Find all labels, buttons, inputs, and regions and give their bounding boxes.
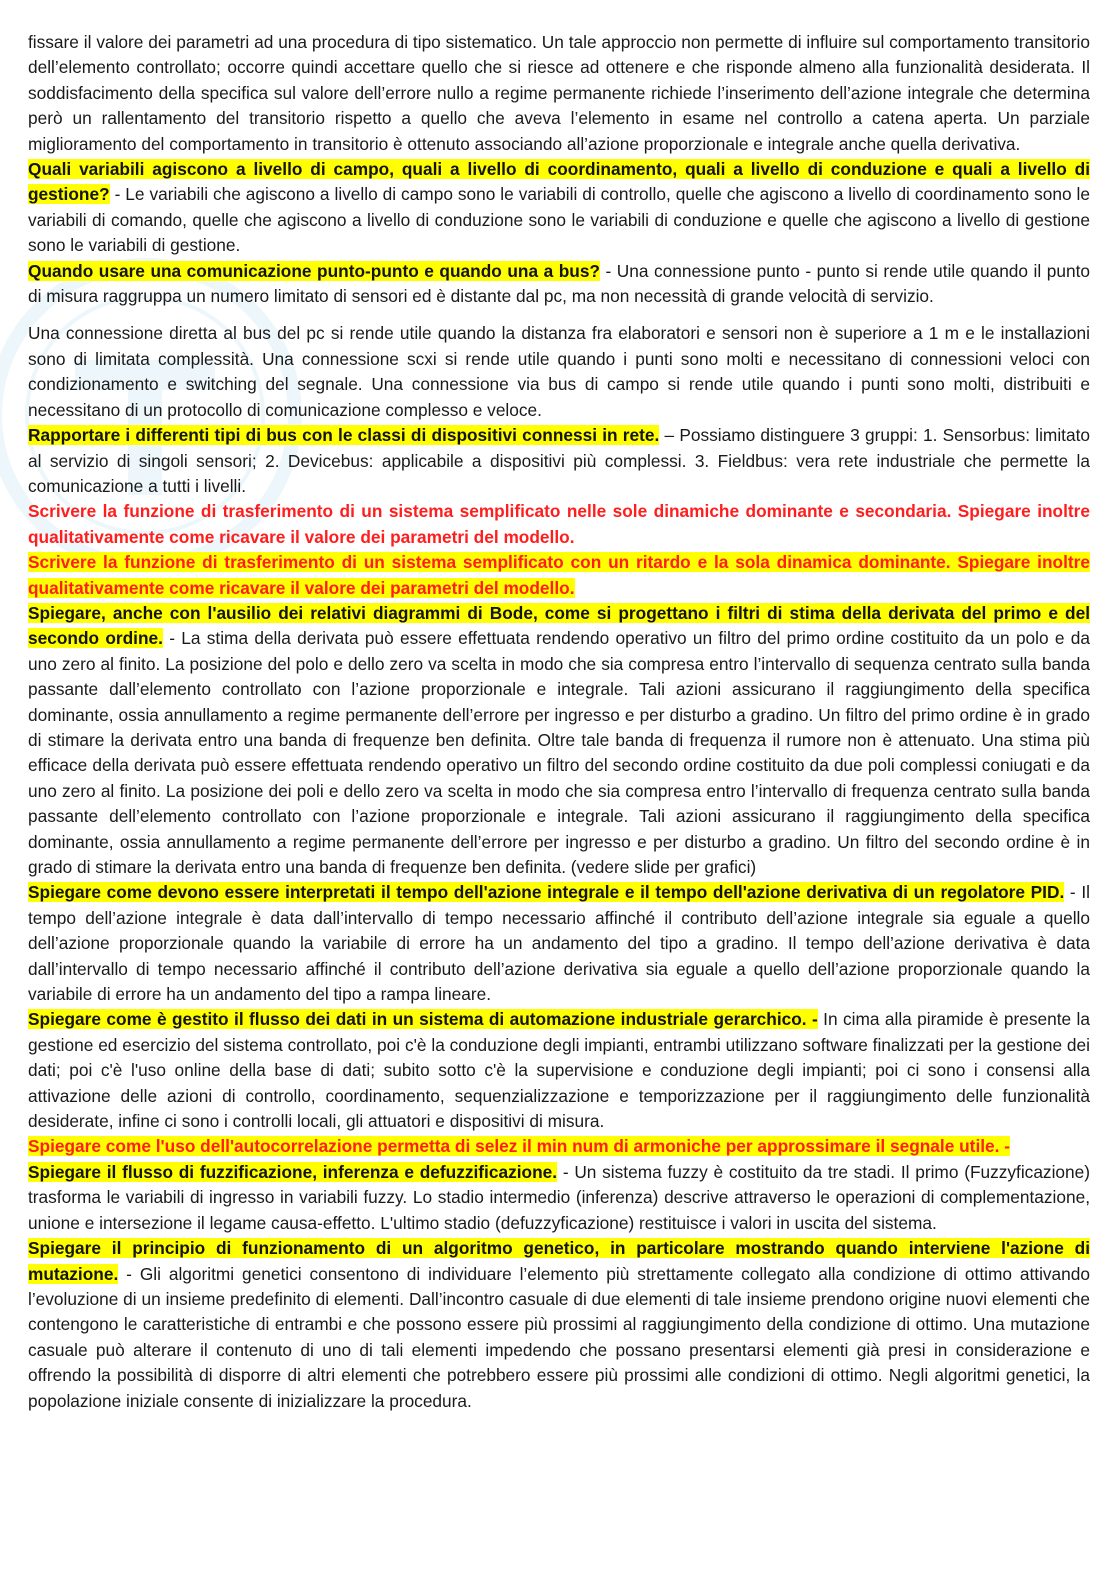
qa-fdt-ritardo [28, 550, 1090, 601]
answer-text: - Le variabili che agiscono a livello di campo sono le variabili di controllo, quelle che agiscono a livello di coordinamento sono le variabili di comando, quelle che agiscono a livello di conduzione sono le variabili di conduzione e quelle che agiscono a livello di gestione sono le variabili di gestione. [28, 184, 1090, 256]
qa-comunicazione [28, 259, 1090, 310]
question-text: Spiegare il flusso di fuzzificazione, inferenza e defuzzificazione. [28, 1161, 558, 1182]
answer-text: - Una connessione punto - punto si rende utile quando il punto di misura raggruppa un numero limitato di sensori ed è distante dal pc, ma non necessità di grande velocità di servizio. [28, 260, 1090, 307]
answer-text: - Gli algoritmi genetici consentono di individuare l’elemento più strettamente collegato alla condizione di ottimo attivando l’evoluzione di un insieme predefinito di elementi. Dall’incontro casuale di due elementi di tale insieme prendono origine nuovi elementi che contengono le caratteristiche di entrambi e che possono essere più prossimi al raggiungimento della condizione di ottimo. Una mutazione casuale può alterare il contenuto di uno di tali elementi impedendo che possano presentarsi elementi già presi in considerazione e offrendo la possibilità di disporre di altri elementi che potrebbero essere più prossimi alle condizioni di ottimo. Negli algoritmi genetici, la popolazione iniziale consente di inizializzare la procedura. [28, 1263, 1090, 1411]
document-body [28, 30, 1090, 1414]
answer-text: fissare il valore dei parametri ad una procedura di tipo sistematico. Un tale approccio non permette di influire sul comportamento transitorio dell’elemento controllato; occorre quindi accettare quello che si riesce ad ottenere e che risponde almeno alla funzionalità desiderata. Il soddisfacimento della specifica sul valore dell’errore nullo a regime permanente richiede l’inserimento dell’azione integrale che determina però un rallentamento del transitorio rispetto a quello che aveva l’elemento in esame nel controllo a catena aperta. Un parziale miglioramento del comportamento in transitorio è ottenuto associando all’azione proporzionale e integrale anche quella derivativa. [28, 32, 1090, 154]
answer-text: – Possiamo distinguere 3 gruppi: 1. Sensorbus: limitato al servizio di singoli sensori; 2. Devicebus: applicabile a dispositivi più complessi. 3. Fieldbus: vera rete industriale che permette la comunicazione a tutti i livelli. [28, 425, 1090, 496]
qa-fdt-dominante-secondaria [28, 499, 1090, 550]
answer-text: - Un sistema fuzzy è costituito da tre stadi. Il primo (Fuzzyficazione) trasforma le variabili di ingresso in variabili fuzzy. Lo stadio intermedio (inferenza) descrive attraverso le operazioni di complementazione, unione e intersezione il legame causa-effetto. L'ultimo stadio (defuzzyficazione) restituisce i valori in uscita del sistema. [28, 1161, 1090, 1233]
paragraph-connessione [28, 321, 1090, 423]
question-text: Quando usare una comunicazione punto-punto e quando una a bus? [28, 260, 600, 281]
question-text: Spiegare, anche con l'ausilio dei relativi diagrammi di Bode, come si progettano i filtri di stima della derivata del primo e del secondo ordine. [28, 602, 1090, 649]
qa-autocorrelazione [28, 1134, 1090, 1159]
qa-flusso-dati [28, 1007, 1090, 1134]
unanswered-question-text: Scrivere la funzione di trasferimento di un sistema semplificato nelle sole dinamiche dominante e secondaria. Spiegare inoltre qualitativamente come ricavare il valore dei parametri del modello. [28, 501, 1090, 547]
answer-text: - La stima della derivata può essere effettuata rendendo operativo un filtro del primo ordine costituito da un polo e da uno zero al finito. La posizione del polo e dello zero va scelta in modo che sia compresa entro l’intervallo di sequenza centrato sulla banda passante dall’elemento controllato con l’azione proporzionale e integrale. Tali azioni assicurano il raggiungimento della specifica dominante, ossia annullamento a regime permanente dell’errore per ingresso e per disturbo a gradino. Un filtro del primo ordine è in grado di stimare la derivata entro una banda di frequenze ben definita. Oltre tale banda di frequenza il rumore non è attenuato. Una stima più efficace della derivata può essere effettuata rendendo operativo un filtro del secondo ordine costituito da due poli complessi coniugati e da uno zero al finito. La posizione dei poli e dello zero va scelta in modo che sia compresa entro l’intervallo di frequenza centrato sulla banda passante dell’elemento controllato con l’azione proporzionale e integrale. Tali azioni assicurano il raggiungimento della specifica dominante, ossia annullamento a regime permanente dell’errore per ingresso e per disturbo a gradino. Un filtro del secondo ordine è in grado di stimare la derivata entro una banda di frequenze ben definita. (vedere slide per grafici) [28, 628, 1091, 877]
unanswered-question-text: Spiegare come l'uso dell'autocorrelazione permetta di selez il min num di armoniche per approssimare il segnale utile. - [28, 1136, 1011, 1157]
qa-variabili [28, 157, 1090, 259]
question-text: Rapportare i differenti tipi di bus con le classi di dispositivi connessi in rete. [28, 425, 660, 446]
qa-genetico [28, 1236, 1090, 1414]
qa-fuzzy [28, 1160, 1090, 1236]
paragraph-intro [28, 30, 1090, 157]
answer-text: In cima alla piramide è presente la gestione ed esercizio del sistema controllato, poi c'è la conduzione degli impianti, entrambi utilizzano software finalizzati per la gestione dei dati; poi c'è l'uso online della base di dati; subito sotto c'è la supervisione e conduzione degli impianti; poi ci sono i consensi alla attivazione delle azioni di controllo, coordinamento, sequenzializzazione e temporizzazione per il raggiungimento delle funzionalità desiderate, infine ci sono i controlli locali, gli attuatori e dispositivi di misura. [28, 1009, 1090, 1132]
question-text: Quali variabili agiscono a livello di campo, quali a livello di coordinamento, quali a livello di conduzione e quali a livello di gestione? [28, 159, 1090, 205]
answer-text: - Il tempo dell’azione integrale è data dall’intervallo di tempo necessario affinché il contributo dell’azione integrale sia eguale a quello dell’azione proporzionale quando la variabile di errore ha un andamento del tipo a gradino. Il tempo dell’azione derivativa è data dall’intervallo di tempo necessario affinché il contributo dell’azione derivativa sia eguale a quello dell’azione proporzionale quando la variabile di errore ha un andamento del tipo a rampa lineare. [28, 882, 1090, 1005]
question-text: Spiegare il principio di funzionamento di un algoritmo genetico, in particolare mostrando quando interviene l'azione di mutazione. [28, 1238, 1090, 1284]
question-text: Spiegare come è gestito il flusso dei dati in un sistema di automazione industriale gerarchico. - [28, 1009, 818, 1030]
unanswered-question-text: Scrivere la funzione di trasferimento di un sistema semplificato con un ritardo e la sola dinamica dominante. Spiegare inoltre qualitativamente come ricavare il valore dei parametri del modello. [28, 552, 1090, 598]
qa-bus [28, 423, 1090, 499]
answer-text: Una connessione diretta al bus del pc si rende utile quando la distanza fra elaboratori e sensori non è superiore a 1 m e le installazioni sono di limitata complessità. Una connessione scxi si rende utile quando i punti sono molti e necessitano di connessioni veloci con condizionamento e switching del segnale. Una connessione via bus di campo si rende utile quando i punti sono molti, distribuiti e necessitano di un protocollo di comunicazione complesso e veloce. [28, 323, 1090, 420]
question-text: Spiegare come devono essere interpretati il tempo dell'azione integrale e il tempo dell'azione derivativa di un regolatore PID. [28, 882, 1065, 903]
qa-filtri [28, 601, 1090, 880]
qa-pid [28, 880, 1090, 1007]
